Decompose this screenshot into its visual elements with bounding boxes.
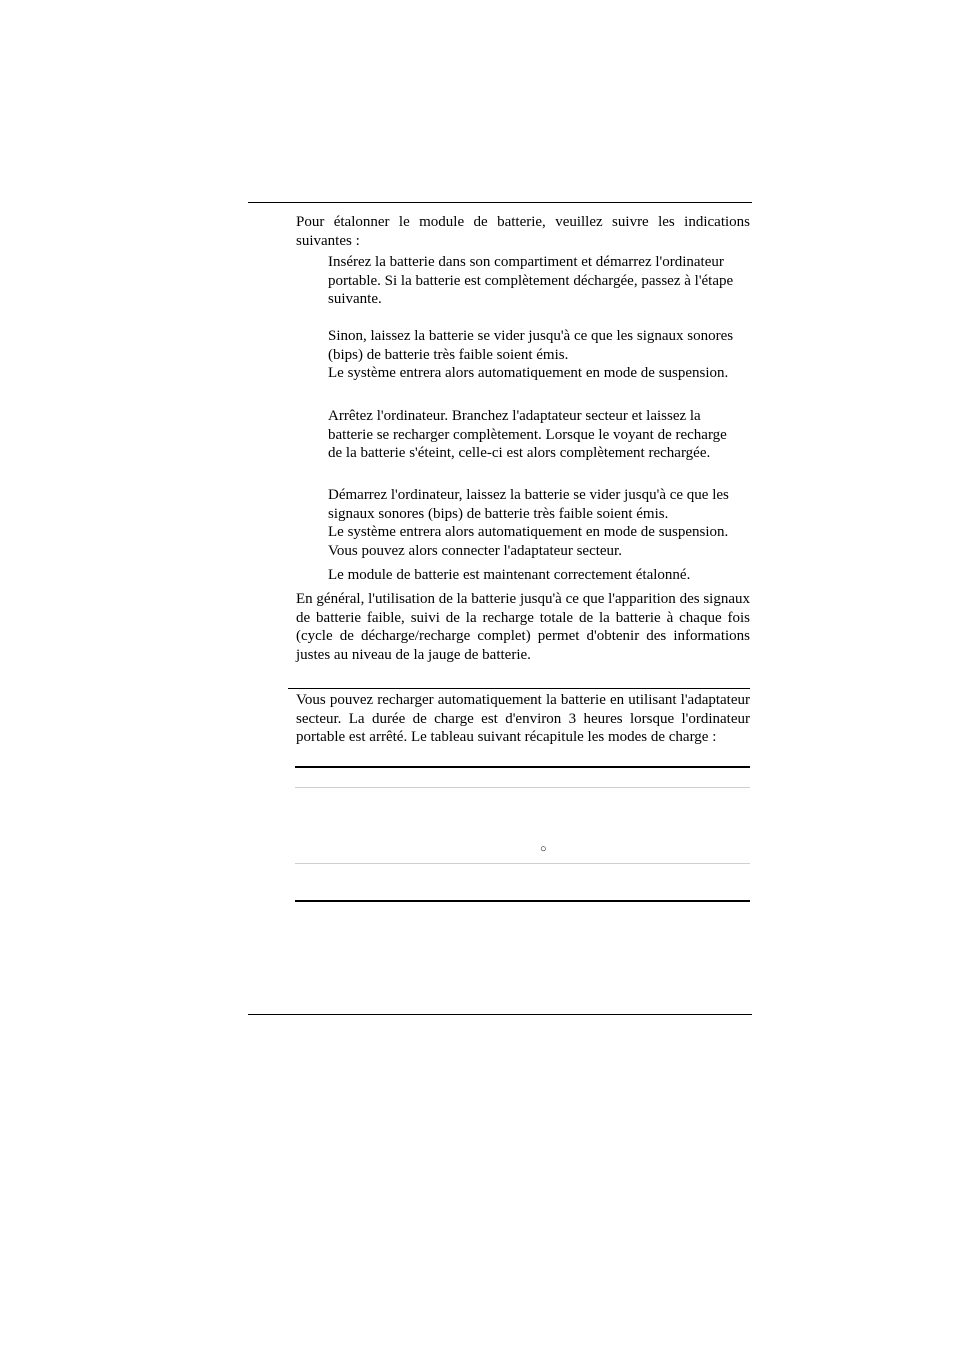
- calibration-step-3: Arrêtez l'ordinateur. Branchez l'adaptateur secteur et laissez la batterie se recharger complètement. Lorsque le voyant de recharge de la batterie s'éteint, celle-ci est alors complètement rechargée.: [328, 408, 727, 461]
- calibration-step-4: Démarrez l'ordinateur, laissez la batterie se vider jusqu'à ce que les signaux sonores (bips) de batterie très faible soient émis. Le système entrera alors automatiquement en mode de suspension. Vous pouvez alors connecter l'adaptateur secteur.: [328, 487, 729, 559]
- top-rule: [248, 202, 752, 203]
- table-bottom-border: [295, 900, 750, 902]
- table-row-divider: [295, 863, 750, 864]
- section-rule: [288, 688, 750, 689]
- table-row-divider: [295, 787, 750, 788]
- calibration-step-5: Le module de batterie est maintenant correctement étalonné.: [328, 567, 691, 583]
- table-cell-mark: ○: [540, 843, 547, 855]
- calibration-intro: Pour étalonner le module de batterie, veuillez suivre les indications suivantes :: [296, 214, 750, 249]
- bottom-rule: [248, 1014, 752, 1015]
- table-top-border: [295, 766, 750, 768]
- charging-intro: Vous pouvez recharger automatiquement la batterie en utilisant l'adaptateur secteur. La durée de charge est d'environ 3 heures lorsque l'ordinateur portable est arrêté. Le tableau suivant récapitule les modes de charge :: [296, 692, 750, 745]
- calibration-step-2: Sinon, laissez la batterie se vider jusqu'à ce que les signaux sonores (bips) de batterie très faible soient émis. Le système entrera alors automatiquement en mode de suspension.: [328, 328, 734, 381]
- calibration-general-note: En général, l'utilisation de la batterie jusqu'à ce que l'apparition des signaux de batterie faible, suivi de la recharge totale de la batterie à chaque fois (cycle de décharge/recharge complet) permet d'obtenir des informations justes au niveau de la jauge de batterie.: [296, 591, 750, 663]
- calibration-step-1: Insérez la batterie dans son compartiment et démarrez l'ordinateur portable. Si la batterie est complètement déchargée, passez à l'étape suivante.: [328, 254, 734, 307]
